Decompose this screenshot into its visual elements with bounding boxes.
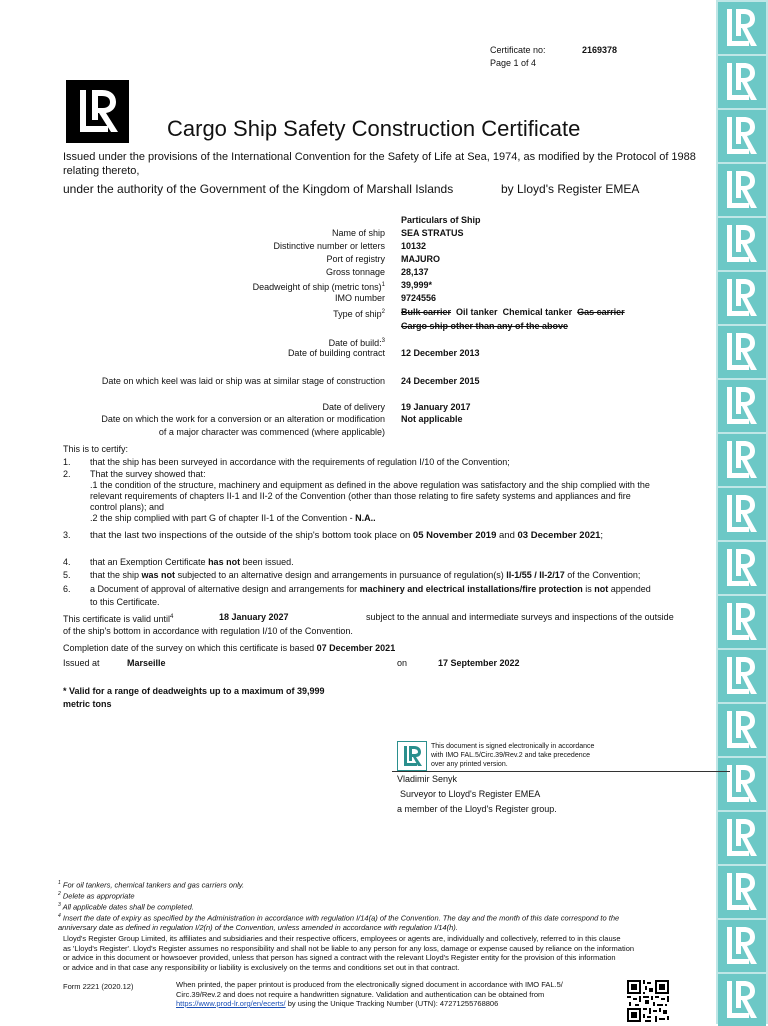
qr-code xyxy=(627,980,669,1022)
footnote-2: $^2$ Delete as appropriate xyxy=(58,891,135,901)
type-oil-tanker: Oil tanker xyxy=(456,307,498,317)
lr-strip-tile xyxy=(718,596,766,648)
lr-strip-tile xyxy=(718,974,766,1026)
authority-text: under the authority of the Government of the Kingdom of Marshall Islands xyxy=(63,182,454,196)
lr-strip-tile xyxy=(718,380,766,432)
building-contract-label: Date of building contract xyxy=(287,348,385,358)
port-of-registry-label: Port of registry xyxy=(326,254,385,264)
issued-under-text: Issued under the provisions of the International Convention for the Safety of Life at Sea, 1974, as modified by the Protocol of 1988 relating thereto, xyxy=(63,151,696,177)
imo-number: 9724556 xyxy=(401,293,437,303)
lr-strip-tile xyxy=(718,326,766,378)
esignature-lr-logo xyxy=(397,741,427,771)
item-4-number: 4. xyxy=(63,557,71,567)
valid-until-conditions: subject to the annual and intermediate surveys and inspections of the outside xyxy=(366,612,674,622)
gross-tonnage-label: Gross tonnage xyxy=(325,267,385,277)
signatory-membership: a member of the Lloyd's Register group. xyxy=(397,804,557,814)
type-chemical-tanker: Chemical tanker xyxy=(502,307,573,317)
valid-until-label: This certificate is valid until$^4$ xyxy=(63,614,174,624)
page-indicator: Page 1 of 4 xyxy=(490,58,537,68)
page-title: Cargo Ship Safety Construction Certificate xyxy=(167,116,581,141)
item-4-text: that an Exemption Certificate has not been issued. xyxy=(90,557,294,567)
item-2-text-a: That the survey showed that: xyxy=(90,469,206,479)
completion-date-line: Completion date of the survey on which this certificate is based 07 December 2021 xyxy=(63,643,396,653)
delivery-date-label: Date of delivery xyxy=(322,402,385,412)
lr-strip-tile xyxy=(718,488,766,540)
item-6-text: a Document of approval of alternative design and arrangements for machinery and electrical installations/fire protection is not appended xyxy=(90,584,651,594)
keel-laid-date: 24 December 2015 xyxy=(401,376,480,386)
deadweight-note-line1: * Valid for a range of deadweights up to a maximum of 39,999 xyxy=(63,686,325,696)
deadweight-label: Deadweight of ship (metric tons)$^1$ xyxy=(252,282,385,292)
distinctive-number: 10132 xyxy=(401,241,427,251)
item-2-text-c: relevant requirements of chapters II-1 and II-2 of the Convention (other than those relating to fire safety systems and appliances and fire xyxy=(90,491,631,501)
valid-until-conditions-line2: of the ship's bottom in accordance with regulation I/10 of the Convention. xyxy=(63,626,353,636)
item-1-text: that the ship has been surveyed in accordance with the requirements of regulation I/10 of the Convention; xyxy=(90,457,510,467)
lr-strip-tile xyxy=(718,920,766,972)
issued-at-place: Marseille xyxy=(127,658,166,668)
item-2-text-b: .1 the condition of the structure, machinery and equipment as defined in the above regulation was satisfactory and the ship complied with the xyxy=(90,480,650,490)
ecerts-link[interactable]: https://www.prod-lr.org/en/ecerts/ xyxy=(176,999,286,1008)
type-bulk-carrier: Bulk carrier xyxy=(401,307,452,317)
issued-at-label: Issued at xyxy=(63,658,100,668)
type-other-cargo-ship: Cargo ship other than any of the above xyxy=(401,321,569,331)
lr-strip-tile xyxy=(718,2,766,54)
distinctive-number-label: Distinctive number or letters xyxy=(273,241,385,251)
esignature-notice: This document is signed electronically in accordance with IMO FAL.5/Circ.39/Rev.2 and take precedence over any printed version. xyxy=(431,743,595,768)
signatory-name: Vladimir Senyk xyxy=(397,774,458,784)
building-contract-date: 12 December 2013 xyxy=(401,348,480,358)
item-5-text: that the ship was not subjected to an alternative design and arrangements in pursuance of regulation(s) II-1/55 / II-2/17 of the Convention; xyxy=(90,570,641,580)
date-of-build-label: Date of build:$^3$ xyxy=(328,338,385,348)
disclaimer: Lloyd's Register Group Limited, its affiliates and subsidiaries and their respective officers, employees or agents are, individually and collectively, referred to in this clause as 'Lloyd's Register'. Lloyd's Register assumes no responsibility and shall not be liable to any person for any loss, damage or expense caused by reliance on the information or advice in this document or howsoever provided, unless that person has signed a contract with the relevant Lloyd's Register entity for the provision of this information or advice and in that case any responsibility or liability is exclusively on the terms and conditions set out in that contract. xyxy=(63,934,635,972)
footnote-3: $^3$ All applicable dates shall be completed. xyxy=(58,902,194,912)
certificate-number-label: Certificate no: xyxy=(490,45,546,55)
lr-strip-tile xyxy=(718,56,766,108)
ship-name-label: Name of ship xyxy=(331,228,385,238)
item-2-text-e: .2 the ship complied with part G of chapter II-1 of the Convention - N.A.. xyxy=(90,513,376,523)
lr-strip-tile xyxy=(718,434,766,486)
form-number: Form 2221 (2020.12) xyxy=(63,982,134,991)
lloyds-register-logo xyxy=(66,80,129,143)
lr-strip-tile xyxy=(718,110,766,162)
particulars-heading: Particulars of Ship xyxy=(401,215,481,225)
item-1-number: 1. xyxy=(63,457,71,467)
lr-strip-tile xyxy=(718,758,766,810)
lr-strip-tile xyxy=(718,218,766,270)
item-5-number: 5. xyxy=(63,570,71,580)
lr-strip-tile xyxy=(718,272,766,324)
certify-intro: This is to certify: xyxy=(63,444,129,454)
ship-type-options xyxy=(401,307,625,318)
conversion-label-line2: of a major character was commenced (where applicable) xyxy=(158,427,385,437)
ship-name: SEA STRATUS xyxy=(401,228,464,238)
signatory-role: Surveyor to Lloyd's Register EMEA xyxy=(400,789,541,799)
item-6-text-line2: to this Certificate. xyxy=(90,597,160,607)
issuing-body: by Lloyd's Register EMEA xyxy=(501,182,640,196)
lr-strip-tile xyxy=(718,542,766,594)
lr-strip-tile xyxy=(718,704,766,756)
item-2-number: 2. xyxy=(63,469,71,479)
item-2-text-d: control plans); and xyxy=(90,502,165,512)
conversion-date: Not applicable xyxy=(401,414,463,424)
certificate-number: 2169378 xyxy=(582,45,618,55)
ship-type-label: Type of ship$^2$ xyxy=(333,309,385,319)
lr-strip-tile xyxy=(718,164,766,216)
delivery-date: 19 January 2017 xyxy=(401,402,471,412)
signature-line xyxy=(392,771,730,772)
item-3-text: that the last two inspections of the outside of the ship's bottom took place on 05 November 2019 and 03 December 2021; xyxy=(90,530,604,541)
deadweight: 39,999* xyxy=(401,280,433,290)
port-of-registry: MAJURO xyxy=(401,254,441,264)
deadweight-note-line2: metric tons xyxy=(63,699,112,709)
issued-on-date: 17 September 2022 xyxy=(438,658,520,668)
item-6-number: 6. xyxy=(63,584,71,594)
issued-on-label: on xyxy=(397,658,408,668)
keel-laid-label: Date on which keel was laid or ship was at similar stage of construction xyxy=(101,376,385,386)
valid-until-date: 18 January 2027 xyxy=(219,612,289,622)
footnote-4: $^4$ Insert the date of expiry as specified by the Administration in accordance with regulation I/14(a) of the Convention. The day and the month of this date correspond to the anniversary date as defined in regulation I/2(n) of the Convention, unless amended in accordance with regulation I/14(h). xyxy=(58,913,620,932)
lr-strip-tile xyxy=(718,812,766,864)
imo-number-label: IMO number xyxy=(334,293,385,303)
gross-tonnage: 28,137 xyxy=(401,267,429,277)
lr-strip-tile xyxy=(718,650,766,702)
type-gas-carrier: Gas carrier xyxy=(577,307,625,317)
lr-strip-tile xyxy=(718,866,766,918)
footnote-1: $^1$ For oil tankers, chemical tankers and gas carriers only. xyxy=(58,880,245,890)
print-notice: When printed, the paper printout is produced from the electronically signed document in accordance with IMO FAL.5/ Circ.39/Rev.2 and does not require a handwritten signature. Validation and authentication can be obtained from https://www.prod-lr.org/en/ecerts/ by using the Unique Tracking Number (UTN): 47271255768806 xyxy=(176,980,563,1008)
conversion-label-line1: Date on which the work for a conversion or an alteration or modification xyxy=(101,414,385,424)
item-3-number: 3. xyxy=(63,530,71,540)
